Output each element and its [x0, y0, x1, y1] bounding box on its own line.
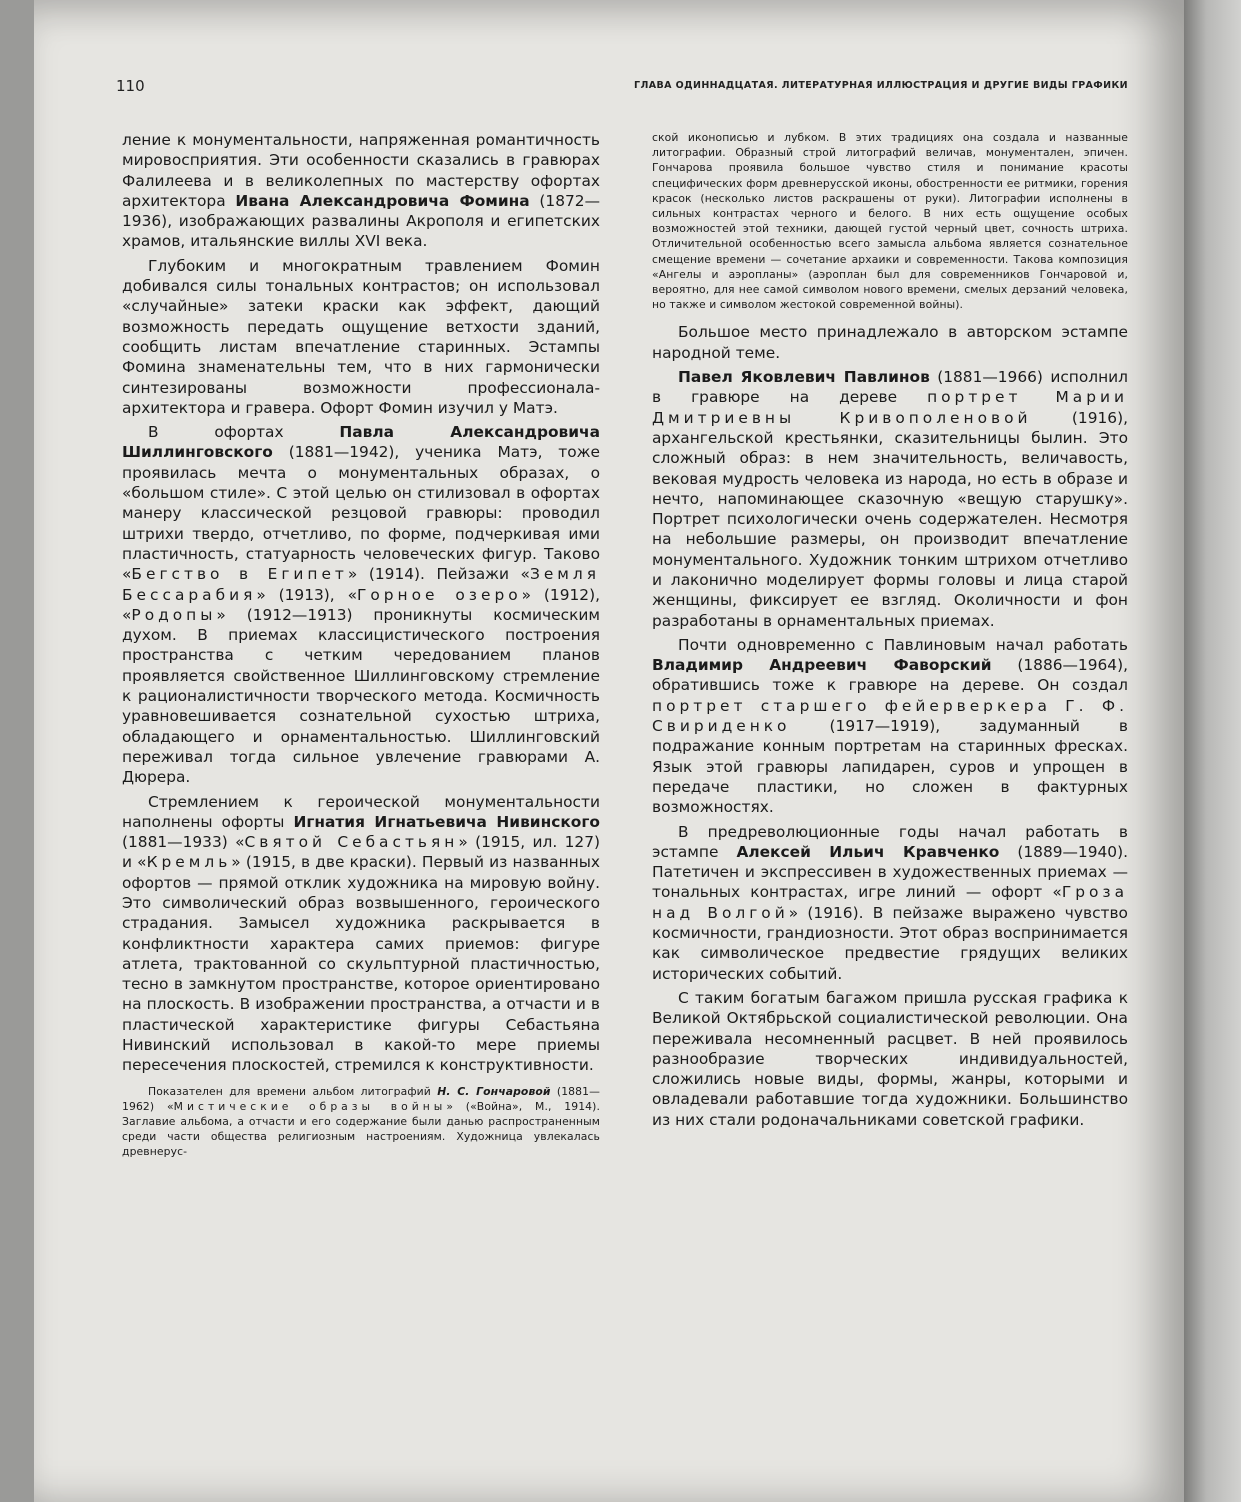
artist-name: Н. С. Гончаровой — [437, 1084, 551, 1098]
paragraph: Почти одновременно с Павлиновым начал работать Владимир Андреевич Фаворский (1886—1964), обратившись тоже к гравюре на дереве. Он создал портрет старшего фейерверкера Г. Ф. Свириденко (1917—1919), задуманный в подражание конным портретам на старинных фресках. Язык этой гравюры лапидарен, суров и упрощен в передаче пластики, но сложен в фактурных возможностях. — [652, 635, 1128, 817]
page-header — [116, 77, 1128, 99]
page-number: 110 — [116, 77, 145, 95]
running-head: ГЛАВА ОДИННАДЦАТАЯ. ЛИТЕРАТУРНАЯ ИЛЛЮСТРАЦИЯ И ДРУГИЕ ВИДЫ ГРАФИКИ — [634, 80, 1128, 91]
work-title: Кремль — [146, 853, 232, 872]
page-edge-shadow — [1184, 0, 1241, 1502]
paragraph: В предреволюционные годы начал работать в эстампе Алексей Ильич Кравченко (1889—1940). Патетичен и экспрессивен в художественных приемах — тональных контрастах, игре линий — офорт «Гроза над Волгой» (1916). В пейзаже выражено чувство космичности, грандиозности. Этот образ воспринимается как символическое предвестие грядущих великих исторических событий. — [652, 822, 1128, 983]
artist-name: Владимир Андреевич Фаворский — [652, 656, 992, 675]
paragraph: Большое место принадлежало в авторском эстампе народной теме. — [652, 323, 1128, 362]
paragraph: Глубоким и многократным травлением Фомин добивался силы тональных контрастов; он использовал «случайные» затеки краски как эффект, дающий возможность передать ощущение ветхости зданий, сообщить листам впечатление старинных. Эстампы Фомина знаменательны тем, что в них гармонически синтезированы возможности профессионала-архитектора и гравера. Офорт Фомин изучил у Матэ. — [122, 256, 600, 417]
left-column — [122, 130, 600, 1160]
artist-name: Игнатия Игнатьевича Нивинского — [293, 812, 600, 831]
paragraph: Павел Яковлевич Павлинов (1881—1966) исполнил в гравюре на дереве портрет Марии Дмитриевны Кривополеновой (1916), архангельской крестьянки, сказительницы былин. Это сложный образ: в нем значительность, величавость, вековая мудрость человека из народа, но есть в образе и нечто, напоминающее сказочную «вещую старушку». Портрет психологически очень содержателен. Несмотря на небольшие размеры, он производит впечатление монументального. Художник тонким штрихом отчетливо и лаконично моделирует формы головы и лица старой женщины, фиксирует ее взгляд. Околичности и фон разработаны в орнаментальных приемах. — [652, 368, 1128, 630]
work-title: Гроза над Волгой — [652, 883, 1128, 922]
work-title: Святой Себастьян — [244, 833, 459, 852]
footnote-continued: ской иконописью и лубком. В этих традициях она создала и названные литографии. Образный строй литографий величав, монументален, эпичен. Гончарова проявила большое чувство стиля и понимание красоты специфических форм древнерусской иконы, обостренности ее ритмики, горения красок (несколько листов раскрашены от руки). Литографии исполнены в сильных контрастах черного и белого. В них есть ощущение особых возможностей этой техники, дающей густой черный цвет, сочность штриха. Отличительной особенностью всего замысла альбома является сознательное смещение времени — сочетание архаики и современности. Такова композиция «Ангелы и аэропланы» (аэроплан был для современников Гончаровой и, вероятно, для нее самой символом нового времени, смелых дерзаний человека, но также и символом жестокой современной войны). — [652, 131, 1128, 312]
right-column — [652, 130, 1128, 1130]
work-title: портрет старшего фейерверкера Г. Ф. Свириденко — [652, 696, 1128, 736]
artist-name: Алексей Ильич Кравченко — [736, 842, 1000, 861]
paragraph: В офортах Павла Александровича Шиллинговского (1881—1942), ученика Матэ, тоже проявилась мечта о монументальных образах, о «большом стиле». С этой целью он стилизовал в офортах манеру классической резцовой гравюры: проводил штрихи твердо, отчетливо, по форме, подчеркивая ими пластичность, статуарность человеческих фигур. Таково «Бегство в Египет» (1914). Пейзажи «Земля Бессарабия» (1913), «Горное озеро» (1912), «Родопы» (1912—1913) проникнуты космическим духом. В приемах классицистического построения пространства с четким чередованием планов проявляется свойственное Шиллинговскому стремление к рационалистичности творческого метода. Космичность уравновешивается сознательной сухостью штриха, обладающего и орнаментальностью. Шиллинговский переживал тогда сильное увлечение гравюрами А. Дюрера. — [122, 423, 601, 787]
artist-name: Павел Яковлевич Павлинов — [678, 368, 930, 387]
paragraph: Стремлением к героической монументальности наполнены офорты Игнатия Игнатьевича Нивинского (1881—1933) «Святой Себастьян» (1915, ил. 127) и «Кремль» (1915, в две краски). Первый из названных офортов — прямой отклик художника на мировую войну. Это символический образ возвышенного, героического страдания. Замысел художника раскрывается в конфликтности характера самих приемов: фигуре атлета, трактованной со скульптурной пластичностью, тесно в замкнутом пространстве, которое ориентировано на плоскость. В изображении пространства, а отчасти и в пластической характеристике фигуры Себастьяна Нивинский использовал в какой-то мере приемы пересечения плоскостей, стремился к конструктивности. — [122, 792, 601, 1075]
paragraph: ление к монументальности, напряженная романтичность мировосприятия. Эти особенности сказались в гравюрах Фалилеева и в великолепных по мастерству офортах архитектора Ивана Александровича Фомина (1872—1936), изображающих развалины Акрополя и египетских храмов, итальянские виллы XVI века. — [122, 131, 600, 251]
artist-name: Ивана Александровича Фомина — [235, 191, 530, 210]
work-title: Мистические образы войны — [173, 1099, 447, 1113]
work-title: Бегство в Египет — [131, 565, 348, 584]
artist-name: Павла Александровича Шиллинговского — [122, 423, 601, 462]
work-title: Родопы — [131, 605, 217, 624]
paragraph: С таким богатым багажом пришла русская графика к Великой Октябрьской социалистической революции. Она переживала несомненный расцвет. В ней проявилось разнообразие творческих индивидуальностей, сложились новые виды, формы, жанры, которыми и овладевали работавшие тогда художники. Большинство из них стали родоначальниками советской графики. — [652, 988, 1128, 1129]
work-title: Земля Бессарабия — [122, 565, 600, 604]
work-title: Горное озеро — [356, 585, 522, 604]
work-title: портрет Марии Дмитриевны Кривополеновой — [652, 388, 1128, 427]
footnote: Показателен для времени альбом литографий Н. С. Гончаровой (1881—1962) «Мистические образы войны» («Война», М., 1914). Заглавие альбома, а отчасти и его содержание были данью распространенным среди части общества религиозным настроениям. Художница увлекалась древнерус- — [122, 1084, 600, 1159]
